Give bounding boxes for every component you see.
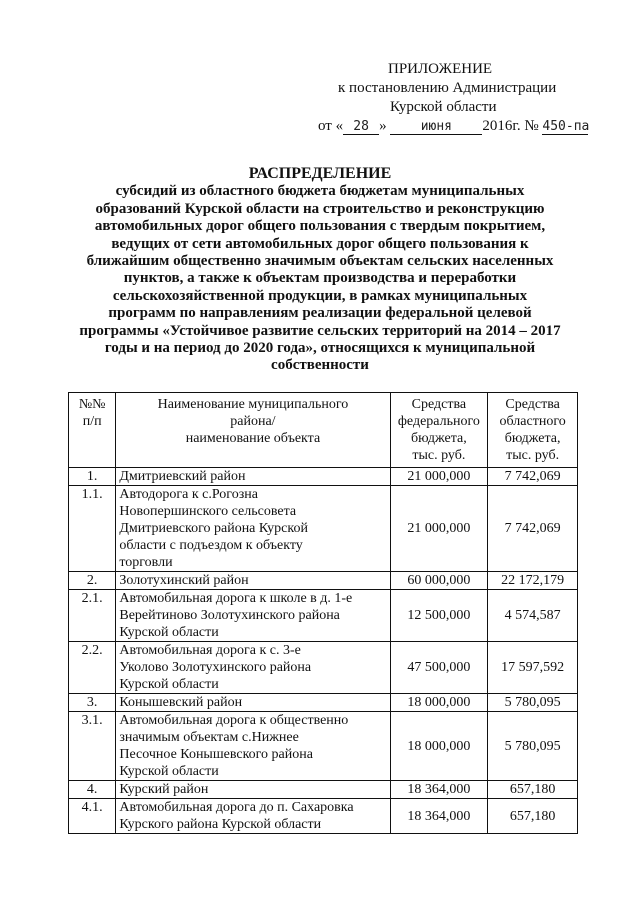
date-day: 28 (343, 120, 379, 135)
header-name: Наименование муниципального района/ наименование объекта (116, 393, 390, 468)
distribution-table (68, 392, 578, 834)
row-name (116, 712, 390, 781)
row-name-line: Автомобильная дорога к с. 3-е (119, 643, 301, 658)
table-row (69, 781, 578, 799)
row-name-line: Дмитриевский район (119, 469, 246, 484)
row-number: 3.1. (69, 712, 116, 781)
title-heading: РАСПРЕДЕЛЕНИЕ (248, 165, 392, 182)
row-name (116, 694, 390, 712)
federal-amount: 18 364,000 (390, 799, 488, 834)
federal-amount: 18 000,000 (390, 694, 488, 712)
title-line: программ по направлениям реализации федеральной целевой (108, 305, 532, 322)
row-name-line: Курской области (119, 625, 219, 640)
row-name-line: Новопершинского сельсовета (119, 504, 297, 519)
table-row (69, 590, 578, 642)
row-name-line: значимым объектам с.Нижнее (119, 730, 299, 745)
title-line: образований Курской области на строительство и реконструкцию (95, 200, 545, 217)
resolution-line: к постановлению Администрации (338, 80, 557, 96)
regional-amount: 5 780,095 (488, 694, 578, 712)
row-name-line: Песочное Конышевского района (119, 747, 313, 762)
document-header (318, 60, 618, 136)
row-name-line: Курской области (119, 677, 219, 692)
row-name-line: области с подъездом к объекту (119, 538, 303, 553)
header-num: №№ п/п (69, 393, 116, 468)
row-number: 2.2. (69, 642, 116, 694)
table-row (69, 468, 578, 486)
regional-amount: 7 742,069 (488, 486, 578, 572)
title-line: субсидий из областного бюджета бюджетам муниципальных (115, 183, 525, 200)
header-regional: Средства областного бюджета, тыс. руб. (488, 393, 578, 468)
row-number: 1.1. (69, 486, 116, 572)
row-name (116, 781, 390, 799)
title-line: пунктов, а также к объектам производства и переработки (123, 270, 517, 287)
table-row (69, 799, 578, 834)
regional-amount: 22 172,179 (488, 572, 578, 590)
federal-amount: 60 000,000 (390, 572, 488, 590)
row-name (116, 799, 390, 834)
title-line: годы и на период до 2020 года», относящихся к муниципальной (104, 340, 536, 357)
regional-amount: 657,180 (488, 799, 578, 834)
document-title (60, 165, 580, 375)
table-row (69, 486, 578, 572)
row-number: 2. (69, 572, 116, 590)
table-row (69, 572, 578, 590)
table-row (69, 642, 578, 694)
row-name-line: Автомобильная дорога до п. Сахаровка (119, 800, 354, 815)
title-line: собственности (271, 357, 369, 374)
federal-amount: 18 364,000 (390, 781, 488, 799)
row-name (116, 642, 390, 694)
title-line: ведущих от сети автомобильных дорог общего пользования к (111, 235, 529, 252)
region-line: Курской области (390, 99, 497, 115)
federal-amount: 21 000,000 (390, 486, 488, 572)
regional-amount: 17 597,592 (488, 642, 578, 694)
row-name (116, 572, 390, 590)
table-row (69, 694, 578, 712)
date-line: от « 28 » июня 2016г. № 450-па (318, 118, 590, 134)
regional-amount: 5 780,095 (488, 712, 578, 781)
document-number: 450-па (542, 119, 590, 134)
regional-amount: 657,180 (488, 781, 578, 799)
table-header-row (69, 393, 578, 468)
row-name (116, 590, 390, 642)
row-name-line: Курский район (119, 782, 209, 797)
title-line: автомобильных дорог общего пользования с твердым покрытием, (94, 218, 546, 235)
row-number: 3. (69, 694, 116, 712)
table-row (69, 712, 578, 781)
federal-amount: 21 000,000 (390, 468, 488, 486)
row-name-line: торговли (119, 555, 173, 570)
federal-amount: 18 000,000 (390, 712, 488, 781)
title-line: ближайшим общественно значимым объектам сельских населенных (86, 253, 554, 270)
appendix-title: ПРИЛОЖЕНИЕ (388, 61, 493, 77)
row-name-line: Автомобильная дорога к общественно (119, 713, 349, 728)
row-number: 4.1. (69, 799, 116, 834)
year-text: 2016г. № (482, 118, 539, 134)
row-name-line: Конышевский район (119, 695, 243, 710)
date-month: июня (390, 120, 482, 135)
row-name-line: Уколово Золотухинского района (119, 660, 312, 675)
title-line: сельскохозяйственной продукции, в рамках муниципальных (112, 287, 528, 304)
row-name-line: Курской области (119, 764, 219, 779)
row-name (116, 468, 390, 486)
row-name-line: Дмитриевского района Курской (119, 521, 308, 536)
row-name (116, 486, 390, 572)
federal-amount: 47 500,000 (390, 642, 488, 694)
row-name-line: Верейтиново Золотухинского района (119, 608, 340, 623)
row-number: 4. (69, 781, 116, 799)
row-name-line: Золотухинский район (119, 573, 249, 588)
title-line: программы «Устойчивое развитие сельских территорий на 2014 – 2017 (79, 322, 561, 339)
row-name-line: Курского района Курской области (119, 817, 322, 832)
table-body (69, 468, 578, 834)
header-federal: Средства федерального бюджета, тыс. руб. (390, 393, 488, 468)
row-number: 1. (69, 468, 116, 486)
federal-amount: 12 500,000 (390, 590, 488, 642)
row-number: 2.1. (69, 590, 116, 642)
row-name-line: Автомобильная дорога к школе в д. 1-е (119, 591, 353, 606)
regional-amount: 7 742,069 (488, 468, 578, 486)
regional-amount: 4 574,587 (488, 590, 578, 642)
row-name-line: Автодорога к с.Рогозна (119, 487, 258, 502)
